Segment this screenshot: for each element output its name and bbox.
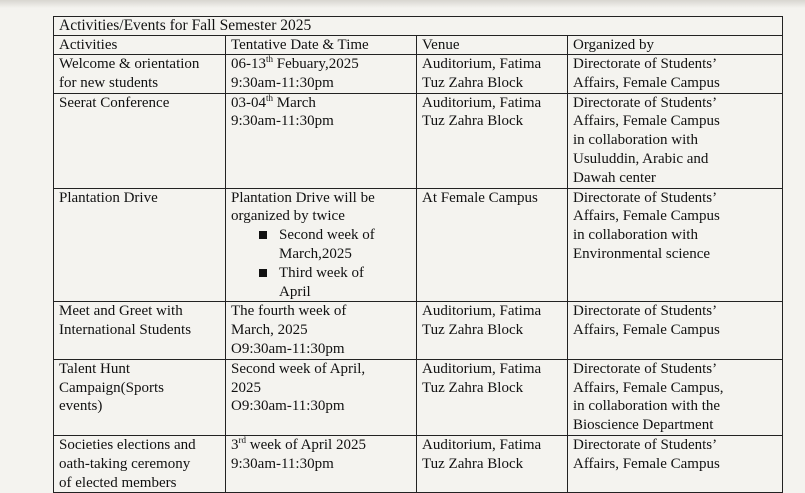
date-cell: 3rd week of April 2025 9:30am-11:30pm (226, 435, 417, 492)
date-cell: Second week of April, 2025 O9:30am-11:30pm (226, 359, 417, 435)
organizer-cell: Directorate of Students’ Affairs, Female Campus, in collaboration with the Bioscience Department (568, 359, 783, 435)
date-cell: 06-13th Febuary,2025 9:30am-11:30pm (226, 55, 417, 94)
organizer-cell: Directorate of Students’ Affairs, Female Campus (568, 435, 783, 492)
table-row (54, 188, 783, 302)
activity-cell: Plantation Drive (54, 188, 226, 302)
date-cell: 03-04th March 9:30am-11:30pm (226, 93, 417, 188)
venue-cell: Auditorium, Fatima Tuz Zahra Block (417, 359, 568, 435)
organizer-cell: Directorate of Students’ Affairs, Female Campus in collaboration with Usuluddin, Arabic and Dawah center (568, 93, 783, 188)
header-venue: Venue (417, 36, 568, 55)
organizer-cell: Directorate of Students’ Affairs, Female Campus (568, 55, 783, 94)
organizer-cell: Directorate of Students’ Affairs, Female Campus (568, 302, 783, 359)
date-bullet-list (231, 226, 412, 301)
list-item: Second week of March,2025 (259, 226, 412, 264)
table-row (54, 435, 783, 492)
venue-cell: Auditorium, Fatima Tuz Zahra Block (417, 302, 568, 359)
organizer-cell: Directorate of Students’ Affairs, Female Campus in collaboration with Environmental science (568, 188, 783, 302)
activity-cell: Talent Hunt Campaign(Sports events) (54, 359, 226, 435)
square-bullet-icon (259, 231, 267, 239)
top-edge (0, 0, 805, 8)
header-activities: Activities (54, 36, 226, 55)
venue-cell: At Female Campus (417, 188, 568, 302)
table-row (54, 55, 783, 94)
table-row (54, 302, 783, 359)
table-row (54, 359, 783, 435)
activity-cell: Welcome & orientation for new students (54, 55, 226, 94)
header-date-time: Tentative Date & Time (226, 36, 417, 55)
venue-cell: Auditorium, Fatima Tuz Zahra Block (417, 55, 568, 94)
events-table (53, 16, 783, 493)
list-item: Third week of April (259, 264, 412, 302)
table-title-row (54, 17, 783, 36)
table-title: Activities/Events for Fall Semester 2025 (54, 17, 783, 36)
date-cell: Plantation Drive will be organized by twice Second week of March,2025 Third week of April (226, 188, 417, 302)
activity-cell: Societies elections and oath-taking ceremony of elected members (54, 435, 226, 492)
activity-cell: Seerat Conference (54, 93, 226, 188)
header-organized-by: Organized by (568, 36, 783, 55)
square-bullet-icon (259, 269, 267, 277)
table-row (54, 93, 783, 188)
date-cell: The fourth week of March, 2025 O9:30am-11:30pm (226, 302, 417, 359)
venue-cell: Auditorium, Fatima Tuz Zahra Block (417, 435, 568, 492)
venue-cell: Auditorium, Fatima Tuz Zahra Block (417, 93, 568, 188)
table-header-row (54, 36, 783, 55)
activity-cell: Meet and Greet with International Students (54, 302, 226, 359)
